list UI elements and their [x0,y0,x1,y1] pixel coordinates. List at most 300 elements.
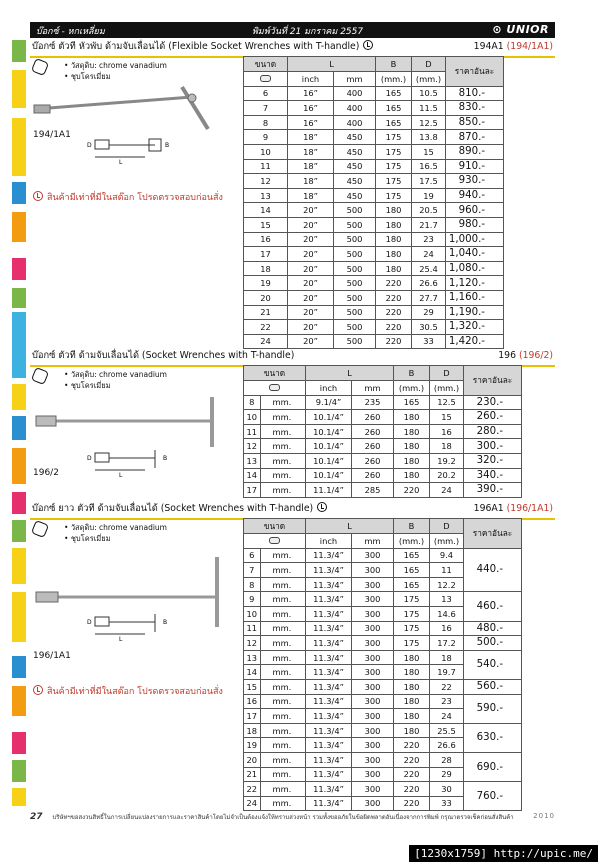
cell-inch: 10.1/4” [306,453,352,468]
cell-size: 15 [244,679,261,694]
cell-size: 6 [244,86,288,101]
spec-material: • วัสดุดิบ: chrome vanadium [64,60,167,71]
cell-D: 25.5 [430,723,464,738]
cell-B: 165 [394,395,430,410]
cell-size: 7 [244,563,261,578]
cell-mm: 260 [352,424,394,439]
cell-D: 20.5 [412,203,446,218]
cell-unit: mm. [260,453,305,468]
cell-D: 22 [430,679,464,694]
cell-inch: 9.1/4” [306,395,352,410]
t-wrench-image [32,395,242,450]
cell-unit: mm. [260,679,305,694]
cell-D: 29 [430,767,464,782]
table-row [244,159,504,174]
cell-B: 180 [394,468,430,483]
cell-D: 26.6 [412,276,446,291]
table-row [244,782,522,797]
cell-B: 165 [376,115,412,130]
col-B: B [394,366,430,381]
table-row [244,453,522,468]
cell-size: 9 [244,130,288,145]
cell-B: 180 [394,679,430,694]
cell-inch: 20” [288,334,334,349]
cell-D: 16 [430,424,464,439]
cell-size: 12 [244,636,261,651]
table-row [244,232,504,247]
print-date: พิมพ์วันที่ 21 มกราคม 2557 [252,27,364,37]
cell-price: 980.- [446,217,504,232]
cell-inch: 11.3/4” [306,563,352,578]
model-number: 196/2 [33,468,59,478]
cell-size: 21 [244,767,261,782]
cell-D: 25.4 [412,261,446,276]
cell-size: 10 [244,410,261,425]
col-D: D [412,57,446,72]
table-row [244,247,504,262]
cell-price: 850.- [446,115,504,130]
col-L: L [306,519,394,534]
cell-D: 21.7 [412,217,446,232]
cell-size: 17 [244,483,261,498]
cell-D: 23 [412,232,446,247]
table-row [244,320,504,335]
cell-price: 1,080.- [446,261,504,276]
unior-logo: ⊙ UNIOR [492,23,549,36]
cell-inch: 11.3/4” [306,621,352,636]
table-row [244,592,522,607]
col-B: B [394,519,430,534]
cell-B: 220 [394,782,430,797]
cell-size: 8 [244,577,261,592]
cell-D: 27.7 [412,290,446,305]
cell-inch: 11.3/4” [306,548,352,563]
cell-B: 220 [394,796,430,811]
cell-D: 24 [412,247,446,262]
cell-unit: mm. [260,767,305,782]
cell-size: 13 [244,453,261,468]
cell-price: 260.- [464,410,522,425]
side-tab [12,686,26,716]
spec-finish: • ชุบโครเมี่ยม [64,380,167,391]
cell-inch: 11.3/4” [306,592,352,607]
cell-mm: 450 [334,130,376,145]
cell-mm: 300 [352,694,394,709]
cell-D: 17.2 [430,636,464,651]
cell-B: 220 [376,305,412,320]
cell-mm: 300 [352,767,394,782]
cell-B: 175 [394,606,430,621]
cell-D: 11.5 [412,101,446,116]
cell-size: 16 [244,232,288,247]
side-tab [12,312,26,378]
cell-mm: 285 [352,483,394,498]
cell-mm: 260 [352,439,394,454]
cell-unit: mm. [260,410,305,425]
cell-mm: 500 [334,290,376,305]
cell-unit: mm. [260,782,305,797]
svg-text:B: B [165,142,170,149]
cell-price: 500.- [464,636,522,651]
col-inch: inch [288,72,334,87]
hex-socket-icon [31,58,49,76]
catalog-year: 2010 [533,812,555,820]
col-L: L [306,366,394,381]
cell-B: 175 [376,130,412,145]
cell-inch: 20” [288,217,334,232]
cell-unit: mm. [260,796,305,811]
cell-unit: mm. [260,563,305,578]
cell-mm: 500 [334,305,376,320]
cell-B: 180 [394,453,430,468]
cell-inch: 18” [288,188,334,203]
cell-price: 1,040.- [446,247,504,262]
cell-unit: mm. [260,665,305,680]
cell-size: 12 [244,439,261,454]
cell-mm: 300 [352,723,394,738]
col-D-unit: (mm.) [412,72,446,87]
svg-text:B: B [163,455,168,462]
cell-D: 10.5 [412,86,446,101]
cell-mm: 500 [334,334,376,349]
table-row [244,752,522,767]
cell-unit: mm. [260,738,305,753]
cell-B: 180 [394,694,430,709]
cell-B: 175 [376,159,412,174]
cell-D: 16 [430,621,464,636]
cell-unit: mm. [260,424,305,439]
cell-inch: 11.3/4” [306,709,352,724]
cell-price: 390.- [464,483,522,498]
cell-price: 1,120.- [446,276,504,291]
stock-note-text: สินค้ามีเท่าที่มีในสต๊อก โปรดตรวจสอบก่อนสั่ง [47,687,223,697]
cell-size: 19 [244,738,261,753]
side-tab [12,40,26,62]
col-D-unit: (mm.) [430,534,464,549]
cell-D: 15 [430,410,464,425]
cell-B: 165 [394,548,430,563]
svg-text:L: L [119,159,123,165]
svg-text:D: D [87,455,92,462]
cell-mm: 300 [352,752,394,767]
cell-price: 690.- [464,752,522,781]
cell-inch: 20” [288,247,334,262]
col-inch: inch [306,534,352,549]
cell-D: 14.6 [430,606,464,621]
cell-price: 320.- [464,453,522,468]
cell-B: 180 [394,723,430,738]
cell-D: 19.7 [430,665,464,680]
cell-B: 175 [394,592,430,607]
product-code: 196 [498,350,516,361]
cell-B: 175 [376,144,412,159]
cell-D: 18 [430,439,464,454]
cell-inch: 20” [288,320,334,335]
cell-mm: 450 [334,159,376,174]
cell-D: 24 [430,709,464,724]
cell-price: 1,420.- [446,334,504,349]
cell-size: 14 [244,203,288,218]
cell-B: 180 [394,665,430,680]
table-row [244,395,522,410]
cell-unit: mm. [260,548,305,563]
cell-B: 220 [394,738,430,753]
cell-unit: mm. [260,752,305,767]
cell-inch: 11.3/4” [306,606,352,621]
cell-price: 1,320.- [446,320,504,335]
stock-note [33,190,223,204]
cell-size: 7 [244,101,288,116]
cell-mm: 500 [334,247,376,262]
section-title-text: บ๊อกซ์ ตัวที ด้ามจับเลื่อนได้ (Socket Wrenches with T-handle) [32,350,295,361]
cell-inch: 10.1/4” [306,424,352,439]
cell-B: 165 [394,563,430,578]
table-row [244,483,522,498]
svg-text:D: D [87,619,92,626]
cell-unit: mm. [260,709,305,724]
spec-table [243,365,522,498]
cell-B: 180 [394,410,430,425]
product-code-alt: (194/1A1) [506,41,553,52]
cell-size: 19 [244,276,288,291]
image-watermark: [1230x1759] http://upic.me/ [409,845,598,862]
side-tab [12,118,26,176]
dimension-diagram [85,612,175,642]
side-tab [12,416,26,440]
section-title-text: บ๊อกซ์ ตัวที หัวพับ ด้ามจับเลื่อนได้ (Flexible Socket Wrenches with T-handle) [32,41,360,52]
side-tab [12,384,26,410]
cell-size: 13 [244,188,288,203]
table-row [244,424,522,439]
cell-D: 9.4 [430,548,464,563]
col-L: L [288,57,376,72]
stock-note [33,684,223,698]
cell-unit: mm. [260,592,305,607]
cell-D: 13 [430,592,464,607]
side-tab [12,212,26,242]
stock-note-text: สินค้ามีเท่าที่มีในสต๊อก โปรดตรวจสอบก่อนสั่ง [47,193,223,203]
cell-price: 1,190.- [446,305,504,320]
clock-icon [33,685,43,695]
cell-D: 33 [430,796,464,811]
cell-price: 870.- [446,130,504,145]
spec-list [64,60,167,82]
cell-B: 180 [394,650,430,665]
cell-size: 16 [244,694,261,709]
cell-B: 180 [394,439,430,454]
col-mm: mm [334,72,376,87]
cell-size: 18 [244,723,261,738]
table-row [244,679,522,694]
col-mm: mm [352,381,394,396]
cell-D: 16.5 [412,159,446,174]
table-row [244,650,522,665]
cell-inch: 18” [288,159,334,174]
spec-list [64,369,167,391]
cell-mm: 300 [352,796,394,811]
side-tab [12,732,26,754]
model-number: 194/1A1 [33,130,71,140]
cell-size: 24 [244,796,261,811]
product-code-alt: (196/2) [518,350,553,361]
cell-mm: 260 [352,410,394,425]
cell-mm: 500 [334,203,376,218]
table-row [244,217,504,232]
cell-inch: 11.3/4” [306,694,352,709]
cell-size: 21 [244,305,288,320]
cell-unit: mm. [260,636,305,651]
side-tab [12,548,26,584]
cell-price: 1,160.- [446,290,504,305]
cell-inch: 20” [288,276,334,291]
cell-price: 560.- [464,679,522,694]
side-tab [12,182,26,204]
cell-price: 280.- [464,424,522,439]
cell-inch: 18” [288,130,334,145]
cell-mm: 300 [352,592,394,607]
cell-mm: 300 [352,636,394,651]
cell-mm: 500 [334,261,376,276]
cell-price: 340.- [464,468,522,483]
cell-B: 180 [376,232,412,247]
cell-inch: 18” [288,174,334,189]
cell-B: 220 [376,276,412,291]
cell-size: 20 [244,290,288,305]
col-mm: mm [352,534,394,549]
cell-unit: mm. [260,723,305,738]
cell-B: 180 [376,261,412,276]
cell-B: 175 [376,174,412,189]
cell-inch: 11.3/4” [306,679,352,694]
cell-mm: 500 [334,217,376,232]
col-D: D [430,519,464,534]
side-tab [12,288,26,308]
hex-nut-icon [244,381,306,396]
col-B-unit: (mm.) [394,534,430,549]
cell-size: 22 [244,782,261,797]
cell-D: 23 [430,694,464,709]
cell-D: 18 [430,650,464,665]
cell-price: 630.- [464,723,522,752]
cell-size: 11 [244,159,288,174]
side-tab [12,70,26,108]
col-price: ราคาอันละ [446,57,504,87]
svg-text:D: D [87,142,92,149]
cell-inch: 11.3/4” [306,723,352,738]
cell-size: 14 [244,665,261,680]
col-B: B [376,57,412,72]
cell-mm: 300 [352,709,394,724]
cell-inch: 11.3/4” [306,665,352,680]
col-B-unit: (mm.) [394,381,430,396]
cell-D: 24 [430,483,464,498]
cell-unit: mm. [260,483,305,498]
cell-mm: 260 [352,453,394,468]
cell-mm: 235 [352,395,394,410]
cell-inch: 18” [288,144,334,159]
section-title-text: บ๊อกซ์ ยาว ตัวที ด้ามจับเลื่อนได้ (Socket Wrenches with T-handle) [32,503,314,514]
cell-inch: 11.3/4” [306,577,352,592]
cell-unit: mm. [260,395,305,410]
cell-B: 165 [394,577,430,592]
page-number: 27 [30,812,43,822]
cell-mm: 300 [352,621,394,636]
cell-inch: 20” [288,232,334,247]
col-size: ขนาด [244,366,306,381]
cell-B: 180 [376,247,412,262]
cell-B: 220 [394,483,430,498]
cell-B: 180 [394,709,430,724]
cell-mm: 300 [352,738,394,753]
cell-mm: 450 [334,144,376,159]
table-row [244,723,522,738]
cell-size: 24 [244,334,288,349]
cell-inch: 10.1/4” [306,410,352,425]
cell-mm: 300 [352,548,394,563]
side-tab [12,492,26,514]
cell-D: 26.6 [430,738,464,753]
cell-price: 590.- [464,694,522,723]
cell-mm: 300 [352,665,394,680]
cell-mm: 300 [352,606,394,621]
table-row [244,86,504,101]
side-tab [12,592,26,642]
cell-D: 19.2 [430,453,464,468]
table-row [244,548,522,563]
cell-B: 175 [376,188,412,203]
hex-nut-icon [244,72,288,87]
svg-text:L: L [119,636,123,642]
cell-price: 960.- [446,203,504,218]
cell-size: 9 [244,592,261,607]
cell-inch: 10.1/4” [306,468,352,483]
cell-inch: 11.3/4” [306,796,352,811]
cell-B: 165 [376,86,412,101]
cell-size: 11 [244,621,261,636]
table-row [244,468,522,483]
table-row [244,203,504,218]
cell-size: 15 [244,217,288,232]
cell-inch: 20” [288,203,334,218]
cell-inch: 20” [288,305,334,320]
cell-price: 480.- [464,621,522,636]
cell-unit: mm. [260,439,305,454]
svg-text:L: L [119,472,123,478]
category-label: บ๊อกซ์ - หกเหลี่ยม [36,27,105,37]
section-title [30,38,555,56]
col-D: D [430,366,464,381]
side-tab [12,656,26,678]
spec-list [64,522,167,544]
svg-text:B: B [163,619,168,626]
table-row [244,261,504,276]
cell-D: 29 [412,305,446,320]
cell-D: 13.8 [412,130,446,145]
cell-inch: 11.3/4” [306,738,352,753]
cell-unit: mm. [260,606,305,621]
cell-size: 11 [244,424,261,439]
product-code: 196A1 [473,503,504,514]
cell-D: 12.5 [430,395,464,410]
cell-price: 940.- [446,188,504,203]
flexible-t-wrench-image [32,85,242,135]
cell-D: 12.5 [412,115,446,130]
section-title [30,347,555,365]
cell-D: 20.2 [430,468,464,483]
cell-inch: 20” [288,261,334,276]
spec-table [243,56,504,349]
cell-D: 30 [430,782,464,797]
